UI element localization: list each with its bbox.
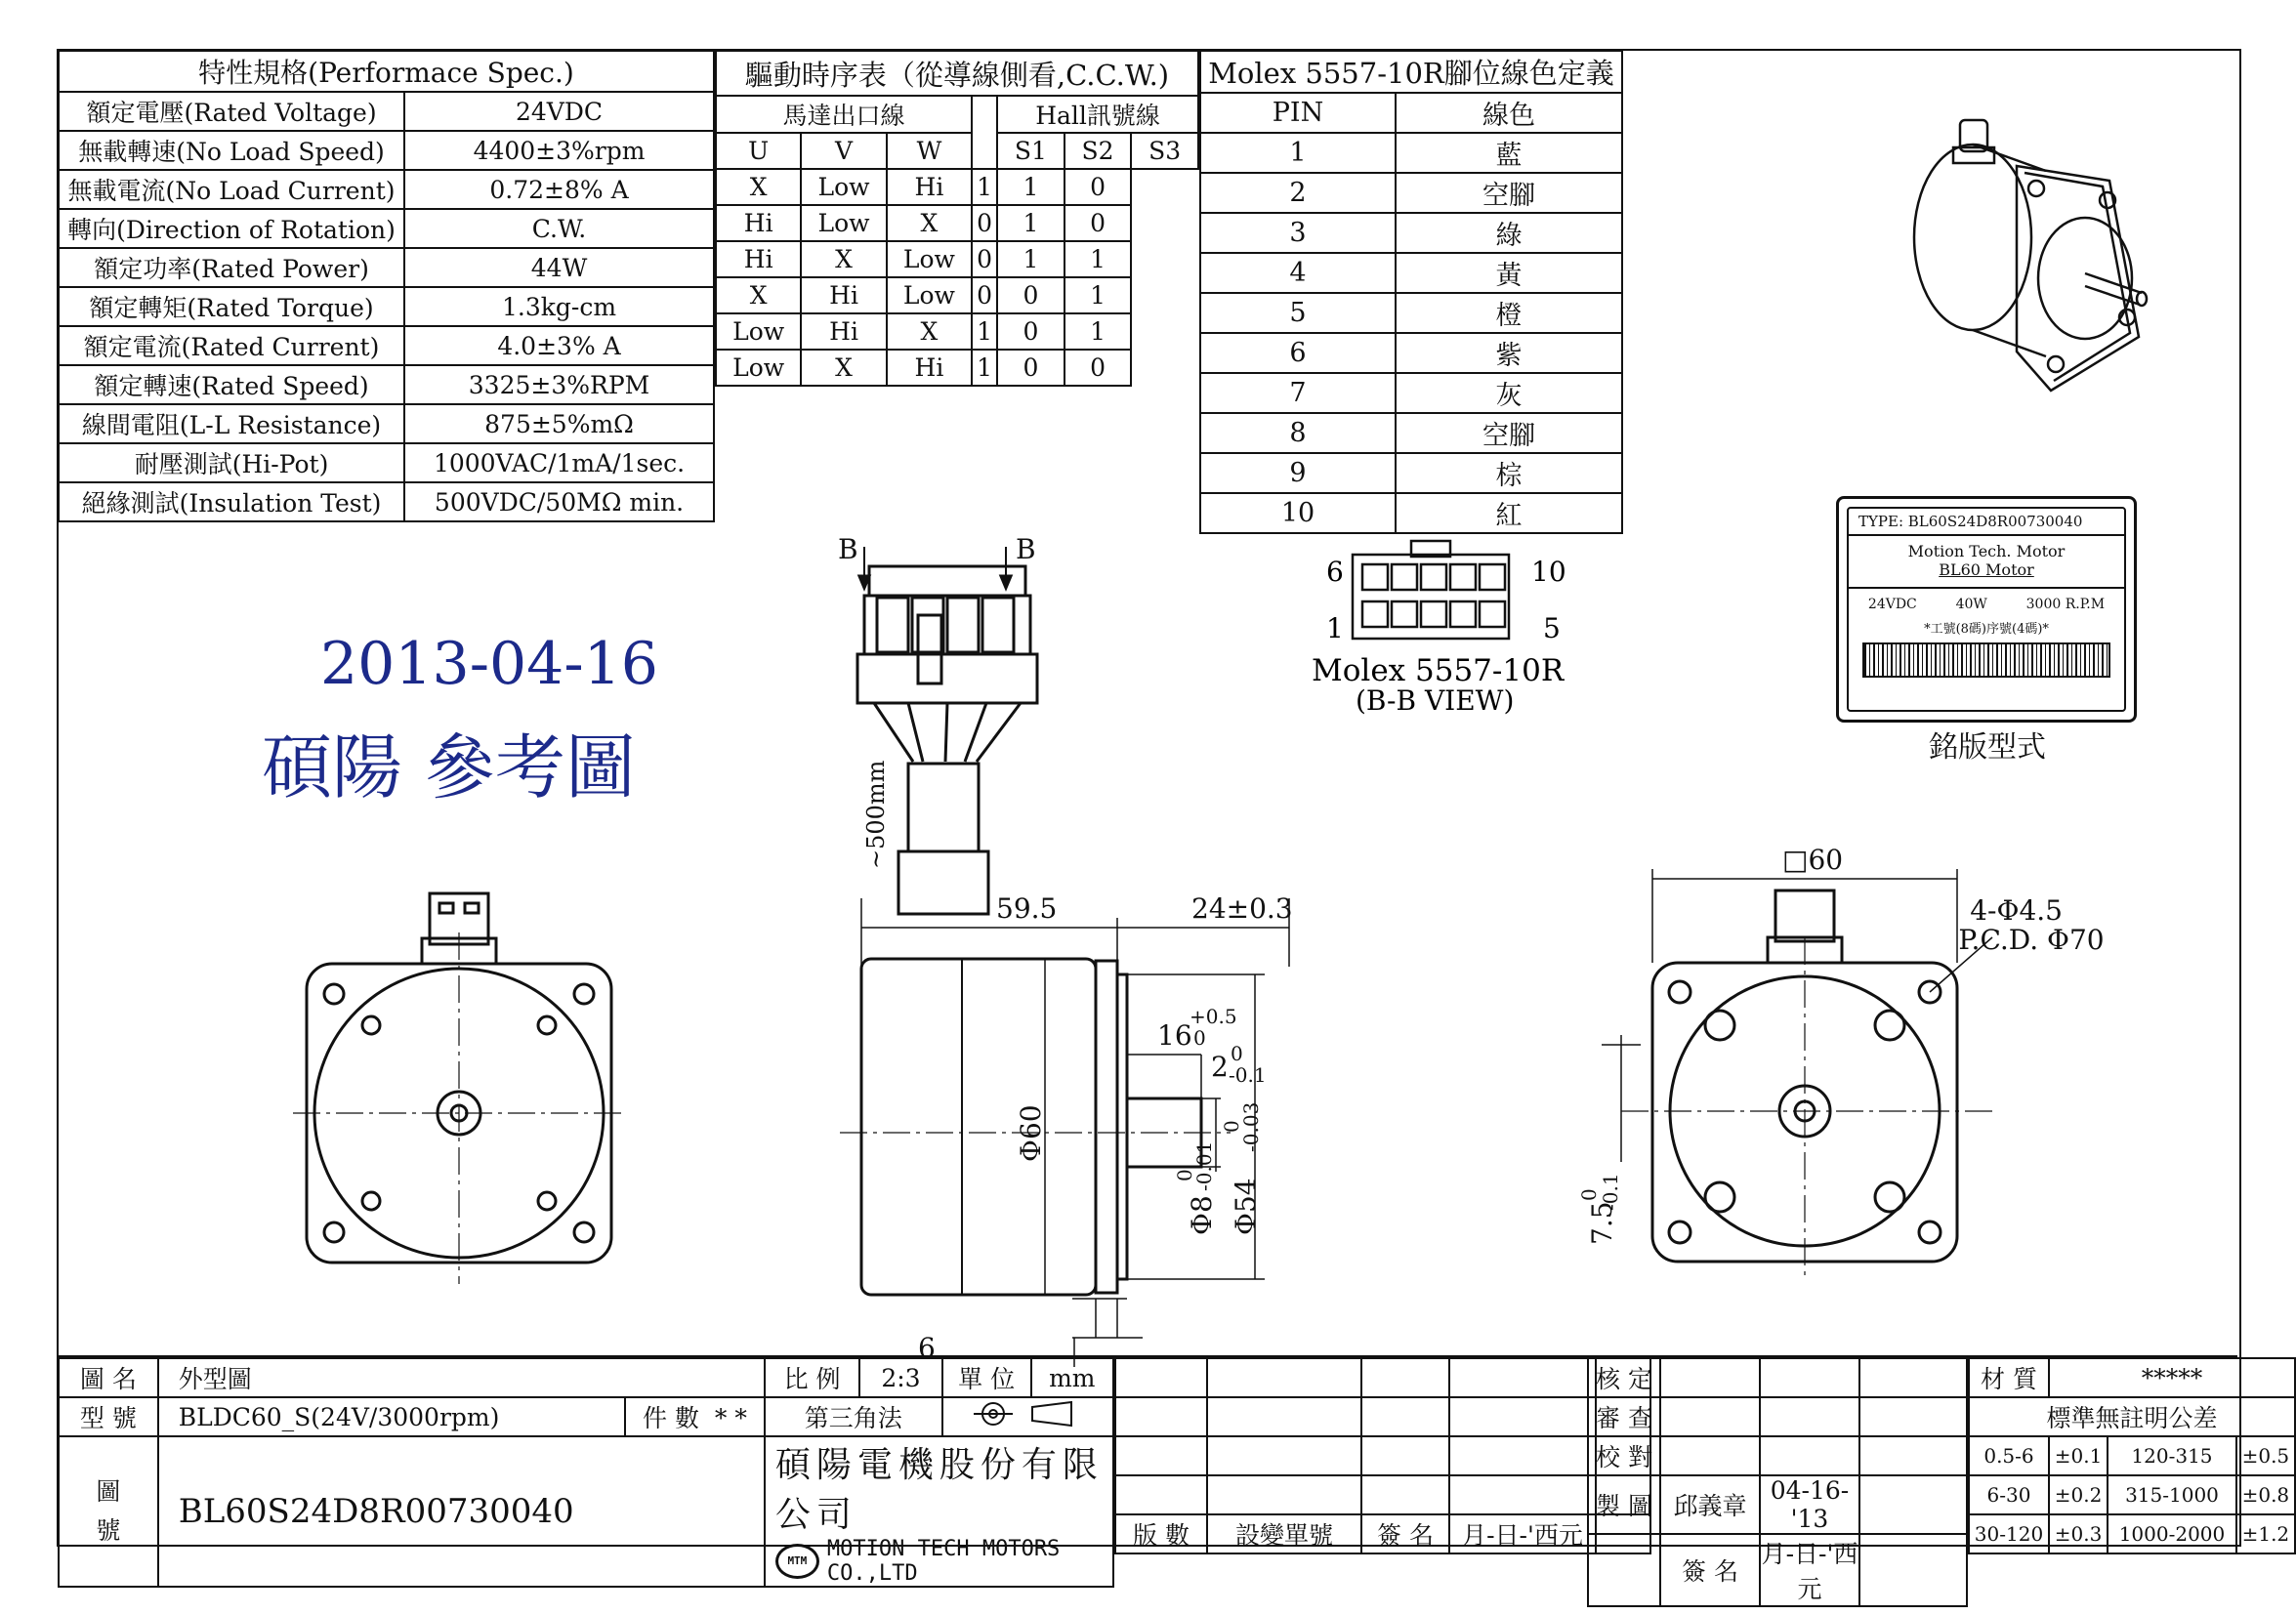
tolerance-row: [1969, 1475, 2295, 1514]
timing-cell: 0: [997, 277, 1065, 313]
pin-color: 黃: [1396, 253, 1622, 293]
front-view-drawing: [293, 874, 625, 1284]
timing-row: [716, 169, 1198, 205]
side-view-drawing: [820, 508, 1455, 1364]
timing-cell: 0: [972, 241, 997, 277]
motor-group-header: 馬達出口線: [716, 96, 972, 133]
pin-color: 棕: [1396, 453, 1622, 493]
pin-color: 橙: [1396, 293, 1622, 333]
timing-col-header: S3: [1131, 133, 1198, 169]
timing-cell: Hi: [801, 313, 886, 350]
timing-cell: X: [887, 313, 972, 350]
spec-label: 絕緣測試(Insulation Test): [59, 482, 404, 521]
dim-body-length: 59.5: [996, 892, 1058, 925]
pin-color: 空腳: [1396, 413, 1622, 453]
dim-flange-thk: 6: [918, 1332, 936, 1364]
drawer-name: 邱義章: [1660, 1475, 1760, 1534]
pin-number: 5: [1200, 293, 1396, 333]
pin-number: 8: [1200, 413, 1396, 453]
timing-cell: 0: [997, 313, 1065, 350]
pin-row: [1200, 373, 1622, 413]
pin-number: 2: [1200, 173, 1396, 213]
timing-cell: 0: [1065, 350, 1132, 386]
dim-flat-tol-lower: -0.1: [1599, 1173, 1622, 1211]
qty-value: * *: [714, 1404, 747, 1432]
pin-color: 紅: [1396, 493, 1622, 533]
timing-cell: 1: [972, 350, 997, 386]
dim-pcd: P.C.D. Φ70: [1958, 924, 2105, 956]
stamp-text: 碩陽 參考圖: [262, 726, 636, 808]
pin-row: [1200, 173, 1622, 213]
timing-cell: 0: [1065, 205, 1132, 241]
tolerance-cell: ±0.3: [2049, 1514, 2108, 1553]
timing-cell: X: [716, 277, 801, 313]
unit-label: 單 位: [942, 1358, 1031, 1397]
company-cell: [765, 1436, 1113, 1587]
tolerance-cell: ±0.8: [2236, 1475, 2295, 1514]
flange-view-drawing: [1577, 840, 2129, 1289]
spec-value: 4400±3%rpm: [404, 131, 714, 170]
pin-col-header: PIN: [1200, 93, 1396, 133]
color-col-header: 線色: [1396, 93, 1622, 133]
spec-value: C.W.: [404, 209, 714, 248]
spec-row: [59, 404, 714, 443]
nameplate-serial-note: *工號(8碼)序號(4碼)*: [1924, 622, 2049, 637]
projection-symbol: [942, 1397, 1113, 1436]
pin-number: 6: [1200, 333, 1396, 373]
dim-shaft-length-tol-upper: +0.5: [1190, 1005, 1237, 1028]
dim-pilot-height-tol-lower: -0.1: [1229, 1063, 1267, 1087]
pin-number: 4: [1200, 253, 1396, 293]
drawing-name: 外型圖: [158, 1358, 765, 1397]
pin-color: 灰: [1396, 373, 1622, 413]
spec-row: [59, 248, 714, 287]
timing-row: [716, 313, 1198, 350]
spec-value: 44W: [404, 248, 714, 287]
tolerance-cell: ±0.1: [2049, 1436, 2108, 1475]
scale-value: 2:3: [859, 1358, 941, 1397]
spec-row: [59, 92, 714, 131]
timing-cell: 0: [997, 350, 1065, 386]
check-label: 校 對: [1588, 1436, 1660, 1475]
spec-label: 無載轉速(No Load Speed): [59, 131, 404, 170]
timing-cell: 1: [1065, 241, 1132, 277]
rev-col-version: 版 數: [1115, 1514, 1207, 1553]
tolerance-cell: 1000-2000: [2108, 1514, 2236, 1553]
pin-row: [1200, 333, 1622, 373]
stamp-date: 2013-04-16: [320, 630, 658, 698]
nameplate: [1836, 496, 2137, 723]
pin-title: Molex 5557-10R腳位線色定義: [1200, 51, 1622, 93]
material-label: 材 質: [1969, 1358, 2049, 1397]
dim-flange-length: 24±0.3: [1191, 892, 1293, 925]
nameplate-caption: 銘版型式: [1929, 730, 2046, 765]
timing-cell: Low: [801, 205, 886, 241]
timing-cell: Low: [887, 277, 972, 313]
tolerance-cell: 0.5-6: [1969, 1436, 2049, 1475]
nameplate-type: TYPE: BL60S24D8R00730040: [1849, 509, 2124, 536]
timing-col-header: S1: [997, 133, 1065, 169]
projection-label: 第三角法: [765, 1397, 942, 1436]
dim-shaft-dia: Φ8: [1186, 1195, 1218, 1235]
pin-color: 紫: [1396, 333, 1622, 373]
timing-row: [716, 277, 1198, 313]
spec-value: 1000VAC/1mA/1sec.: [404, 443, 714, 482]
scale-label: 比 例: [765, 1358, 859, 1397]
tolerance-cell: ±0.5: [2236, 1436, 2295, 1475]
dim-pilot-tol-lower: -0.03: [1239, 1101, 1263, 1152]
motor-isometric-illustration: [1899, 112, 2153, 415]
nameplate-company: Motion Tech. Motor: [1907, 542, 2066, 560]
timing-cell: Hi: [887, 350, 972, 386]
pin-number: 10: [1200, 493, 1396, 533]
dim-pilot-tol-upper: 0: [1220, 1120, 1243, 1133]
nameplate-model: BL60 Motor: [1939, 560, 2034, 579]
spec-label: 額定功率(Rated Power): [59, 248, 404, 287]
spec-title: 特性規格(Performace Spec.): [59, 51, 714, 92]
dim-flat-tol-upper: 0: [1577, 1188, 1601, 1201]
drawing-no-label-2: 號: [96, 1516, 121, 1545]
spec-row: [59, 287, 714, 326]
spec-value: 24VDC: [404, 92, 714, 131]
spec-value: 1.3kg-cm: [404, 287, 714, 326]
drawing-no: BL60S24D8R00730040: [158, 1436, 765, 1587]
spec-value: 3325±3%RPM: [404, 365, 714, 404]
tolerance-cell: ±0.2: [2049, 1475, 2108, 1514]
tolerance-cell: 30-120: [1969, 1514, 2049, 1553]
spec-table: [58, 50, 715, 522]
qty-label: 件 數: [643, 1404, 699, 1432]
tolerance-cell: 120-315: [2108, 1436, 2236, 1475]
timing-table: [715, 50, 1199, 387]
timing-col-header: V: [801, 133, 886, 169]
spec-row: [59, 482, 714, 521]
timing-row: [716, 241, 1198, 277]
spec-row: [59, 443, 714, 482]
spec-value: 0.72±8% A: [404, 170, 714, 209]
model-value: BLDC60_S(24V/3000rpm): [158, 1397, 625, 1436]
timing-cell: 1: [1065, 277, 1132, 313]
pin-row: [1200, 293, 1622, 333]
dim-pilot-height: 2: [1211, 1051, 1229, 1083]
timing-cell: 0: [972, 277, 997, 313]
tolerance-cell: 6-30: [1969, 1475, 2049, 1514]
drawing-name-label: 圖 名: [59, 1358, 158, 1397]
material-value: *****: [2049, 1358, 2295, 1397]
spec-value: 4.0±3% A: [404, 326, 714, 365]
nameplate-barcode: [1862, 642, 2110, 678]
date-label: 月-日-'西元: [1760, 1534, 1859, 1606]
spec-label: 耐壓測試(Hi-Pot): [59, 443, 404, 482]
dim-body-dia: Φ60: [1015, 1104, 1047, 1162]
dim-lead-length: ~500mm: [862, 760, 890, 869]
pin-row: [1200, 133, 1622, 173]
timing-cell: Hi: [716, 241, 801, 277]
spec-value: 875±5%mΩ: [404, 404, 714, 443]
spec-row: [59, 170, 714, 209]
timing-col-header: W: [887, 133, 972, 169]
timing-cell: 0: [972, 205, 997, 241]
company-name-cn: 碩陽電機股份有限公司: [774, 1445, 1104, 1535]
timing-cell: 1: [997, 205, 1065, 241]
timing-cell: Low: [716, 350, 801, 386]
pin-color: 藍: [1396, 133, 1622, 173]
connector-pin10: 10: [1531, 556, 1566, 588]
company-logo: MTM: [775, 1544, 819, 1579]
dim-shaft-length-tol-lower: 0: [1193, 1026, 1206, 1050]
timing-cell: 1: [997, 169, 1065, 205]
dim-shaft-dia-tol-upper: 0: [1173, 1169, 1196, 1181]
timing-cell: 1: [997, 241, 1065, 277]
pin-number: 7: [1200, 373, 1396, 413]
dim-shaft-length: 16: [1157, 1019, 1192, 1052]
timing-cell: X: [716, 169, 801, 205]
drawing-no-label-1: 圖: [96, 1477, 121, 1506]
tolerance-row: [1969, 1436, 2295, 1475]
drawing-no-label: [59, 1436, 158, 1587]
approve-label: 核 定: [1588, 1358, 1660, 1397]
pin-row: [1200, 453, 1622, 493]
spec-label: 額定電壓(Rated Voltage): [59, 92, 404, 131]
timing-cell: Hi: [716, 205, 801, 241]
spec-row: [59, 131, 714, 170]
pin-color: 綠: [1396, 213, 1622, 253]
nameplate-speed: 3000 R.P.M: [2025, 597, 2106, 612]
dim-square: □60: [1782, 844, 1844, 876]
timing-cell: 1: [972, 313, 997, 350]
timing-row: [716, 205, 1198, 241]
pin-color: 空腳: [1396, 173, 1622, 213]
company-name-en: MOTION TECH MOTORS CO.,LTD: [826, 1537, 1061, 1586]
dim-flat: 7.5: [1586, 1201, 1618, 1245]
section-label-right: B: [1016, 533, 1036, 565]
rev-col-sign: 簽 名: [1361, 1514, 1449, 1553]
connector-pin6: 6: [1326, 556, 1344, 588]
unit-value: mm: [1031, 1358, 1113, 1397]
connector-pin1: 1: [1326, 612, 1344, 644]
qty-cell: [625, 1397, 765, 1436]
timing-cell: X: [887, 205, 972, 241]
hall-group-header: Hall訊號線: [997, 96, 1198, 133]
pin-number: 3: [1200, 213, 1396, 253]
dim-shaft-dia-tol-lower: -0.01: [1192, 1140, 1216, 1191]
spec-label: 額定轉矩(Rated Torque): [59, 287, 404, 326]
timing-cell: Low: [801, 169, 886, 205]
timing-gap: [972, 96, 997, 169]
spec-label: 額定電流(Rated Current): [59, 326, 404, 365]
pin-row: [1200, 253, 1622, 293]
connector-name: Molex 5557-10R: [1312, 653, 1565, 688]
spec-row: [59, 365, 714, 404]
timing-col-header: U: [716, 133, 801, 169]
pin-row: [1200, 213, 1622, 253]
timing-cell: 0: [1065, 169, 1132, 205]
draw-label: 製 圖: [1588, 1475, 1660, 1534]
pin-table: [1199, 50, 1623, 534]
timing-cell: Hi: [801, 277, 886, 313]
timing-row: [716, 350, 1198, 386]
timing-cell: X: [801, 241, 886, 277]
timing-cell: Low: [887, 241, 972, 277]
pin-number: 1: [1200, 133, 1396, 173]
spec-row: [59, 326, 714, 365]
connector-pin5: 5: [1543, 612, 1561, 644]
nameplate-power: 40W: [1955, 597, 1987, 612]
dim-pilot-dia: Φ54: [1230, 1178, 1262, 1235]
spec-label: 線間電阻(L-L Resistance): [59, 404, 404, 443]
timing-col-header: S2: [1065, 133, 1132, 169]
model-label: 型 號: [59, 1397, 158, 1436]
pin-row: [1200, 413, 1622, 453]
spec-value: 500VDC/50MΩ min.: [404, 482, 714, 521]
pin-number: 9: [1200, 453, 1396, 493]
section-label-left: B: [838, 533, 858, 565]
tolerance-cell: ±1.2: [2236, 1514, 2295, 1553]
tolerance-row: [1969, 1514, 2295, 1553]
sign-label: 簽 名: [1660, 1534, 1760, 1606]
spec-label: 額定轉速(Rated Speed): [59, 365, 404, 404]
spec-label: 轉向(Direction of Rotation): [59, 209, 404, 248]
tolerance-cell: 315-1000: [2108, 1475, 2236, 1514]
connector-view: (B-B VIEW): [1356, 684, 1515, 717]
draw-date: 04-16-'13: [1760, 1475, 1859, 1534]
spec-label: 無載電流(No Load Current): [59, 170, 404, 209]
timing-cell: 1: [1065, 313, 1132, 350]
spec-row: [59, 209, 714, 248]
rev-col-date: 月-日-'西元: [1449, 1514, 1596, 1553]
review-label: 審 查: [1588, 1397, 1660, 1436]
timing-cell: Hi: [887, 169, 972, 205]
timing-cell: 1: [972, 169, 997, 205]
timing-cell: Low: [716, 313, 801, 350]
title-block: [58, 1355, 2290, 1603]
timing-title: 驅動時序表（從導線側看,C.C.W.): [716, 51, 1198, 96]
timing-cell: X: [801, 350, 886, 386]
nameplate-voltage: 24VDC: [1867, 597, 1917, 612]
dim-holes: 4-Φ4.5: [1970, 894, 2063, 927]
tolerance-title: 標準無註明公差: [1969, 1397, 2295, 1436]
dim-pilot-height-tol-upper: 0: [1231, 1042, 1243, 1065]
rev-col-change-no: 設變單號: [1207, 1514, 1361, 1553]
